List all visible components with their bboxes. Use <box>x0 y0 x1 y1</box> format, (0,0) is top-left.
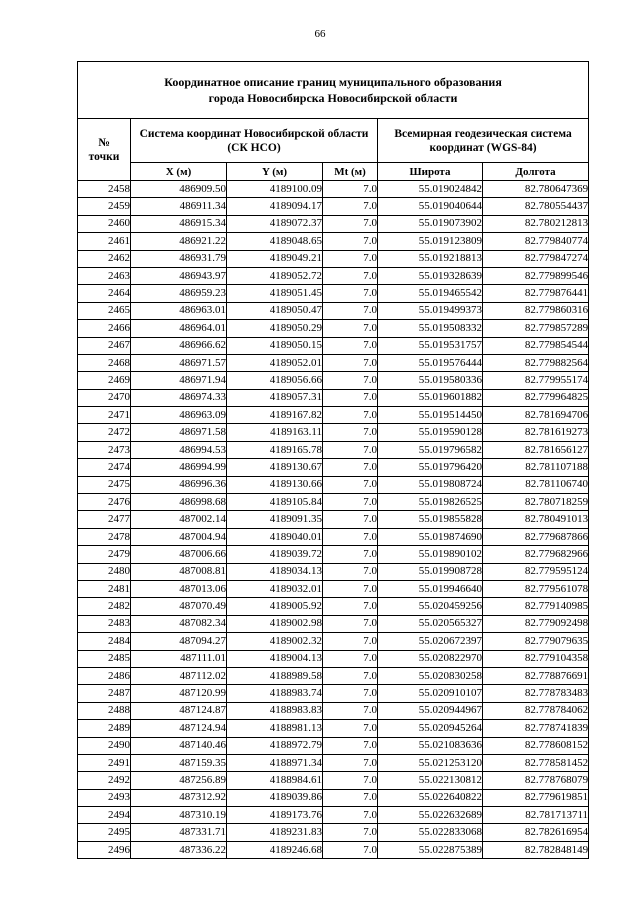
latitude-cell: 55.022833068 <box>378 824 483 841</box>
table-body <box>78 181 589 859</box>
point-number-cell: 2487 <box>78 685 131 702</box>
x-cell: 486963.09 <box>131 407 227 424</box>
latitude-cell: 55.019908728 <box>378 563 483 580</box>
latitude-cell: 55.020944967 <box>378 702 483 719</box>
y-cell: 4189052.01 <box>227 354 323 371</box>
y-cell: 4189072.37 <box>227 215 323 232</box>
table-row <box>78 528 589 545</box>
longitude-cell: 82.781656127 <box>483 441 589 458</box>
point-number-cell: 2492 <box>78 772 131 789</box>
table-row <box>78 667 589 684</box>
table-row <box>78 441 589 458</box>
table-row <box>78 685 589 702</box>
latitude-cell: 55.019040644 <box>378 198 483 215</box>
point-number-cell: 2478 <box>78 528 131 545</box>
longitude-cell: 82.780647369 <box>483 181 589 198</box>
y-cell: 4189100.09 <box>227 181 323 198</box>
x-cell: 486966.62 <box>131 337 227 354</box>
x-cell: 486931.79 <box>131 250 227 267</box>
y-cell: 4189246.68 <box>227 841 323 858</box>
longitude-cell: 82.779140985 <box>483 598 589 615</box>
point-number-cell: 2489 <box>78 720 131 737</box>
point-number-cell: 2463 <box>78 267 131 284</box>
table-row <box>78 650 589 667</box>
latitude-cell: 55.019218813 <box>378 250 483 267</box>
col-longitude-header: Долгота <box>483 163 589 181</box>
x-cell: 486959.23 <box>131 285 227 302</box>
x-cell: 486911.34 <box>131 198 227 215</box>
longitude-cell: 82.779899546 <box>483 267 589 284</box>
mt-cell: 7.0 <box>323 546 378 563</box>
table-row <box>78 754 589 771</box>
table-row <box>78 198 589 215</box>
latitude-cell: 55.019855828 <box>378 511 483 528</box>
mt-cell: 7.0 <box>323 354 378 371</box>
mt-cell: 7.0 <box>323 528 378 545</box>
local-system-header: Система координат Новосибирской области (СК НСО) <box>131 119 378 163</box>
table-row <box>78 407 589 424</box>
mt-cell: 7.0 <box>323 320 378 337</box>
latitude-cell: 55.019601882 <box>378 389 483 406</box>
x-cell: 486994.53 <box>131 441 227 458</box>
latitude-cell: 55.022130812 <box>378 772 483 789</box>
point-number-cell: 2496 <box>78 841 131 858</box>
col-x-header: X (м) <box>131 163 227 181</box>
table-title-line-2: города Новосибирска Новосибирской области <box>208 91 458 105</box>
y-cell: 4189105.84 <box>227 494 323 511</box>
x-cell: 486971.58 <box>131 424 227 441</box>
table-row <box>78 302 589 319</box>
mt-cell: 7.0 <box>323 563 378 580</box>
x-cell: 486909.50 <box>131 181 227 198</box>
mt-cell: 7.0 <box>323 702 378 719</box>
y-cell: 4188983.74 <box>227 685 323 702</box>
latitude-cell: 55.019808724 <box>378 476 483 493</box>
x-cell: 487336.22 <box>131 841 227 858</box>
point-number-cell: 2494 <box>78 807 131 824</box>
x-cell: 487120.99 <box>131 685 227 702</box>
x-cell: 486971.94 <box>131 372 227 389</box>
point-number-cell: 2481 <box>78 580 131 597</box>
y-cell: 4189094.17 <box>227 198 323 215</box>
mt-cell: 7.0 <box>323 476 378 493</box>
y-cell: 4189050.29 <box>227 320 323 337</box>
longitude-cell: 82.779561078 <box>483 580 589 597</box>
y-cell: 4189005.92 <box>227 598 323 615</box>
point-number-cell: 2490 <box>78 737 131 754</box>
point-number-cell: 2470 <box>78 389 131 406</box>
y-cell: 4189039.86 <box>227 789 323 806</box>
table-row <box>78 511 589 528</box>
y-cell: 4189130.67 <box>227 459 323 476</box>
latitude-cell: 55.019531757 <box>378 337 483 354</box>
y-cell: 4189231.83 <box>227 824 323 841</box>
latitude-cell: 55.019874690 <box>378 528 483 545</box>
table-row <box>78 424 589 441</box>
point-number-cell: 2473 <box>78 441 131 458</box>
longitude-cell: 82.778741839 <box>483 720 589 737</box>
latitude-cell: 55.020945264 <box>378 720 483 737</box>
mt-cell: 7.0 <box>323 667 378 684</box>
latitude-cell: 55.019890102 <box>378 546 483 563</box>
longitude-cell: 82.782848149 <box>483 841 589 858</box>
table-row <box>78 372 589 389</box>
y-cell: 4189050.15 <box>227 337 323 354</box>
x-cell: 487112.02 <box>131 667 227 684</box>
mt-cell: 7.0 <box>323 685 378 702</box>
mt-cell: 7.0 <box>323 807 378 824</box>
point-number-cell: 2472 <box>78 424 131 441</box>
point-number-cell: 2466 <box>78 320 131 337</box>
x-cell: 487004.94 <box>131 528 227 545</box>
table-row <box>78 598 589 615</box>
y-cell: 4189052.72 <box>227 267 323 284</box>
table-row <box>78 181 589 198</box>
longitude-cell: 82.779682966 <box>483 546 589 563</box>
latitude-cell: 55.022640822 <box>378 789 483 806</box>
latitude-cell: 55.019073902 <box>378 215 483 232</box>
longitude-cell: 82.778581452 <box>483 754 589 771</box>
table-row <box>78 459 589 476</box>
latitude-cell: 55.022632689 <box>378 807 483 824</box>
y-cell: 4189050.47 <box>227 302 323 319</box>
table-row <box>78 789 589 806</box>
mt-cell: 7.0 <box>323 841 378 858</box>
point-number-cell: 2464 <box>78 285 131 302</box>
x-cell: 486996.36 <box>131 476 227 493</box>
longitude-cell: 82.779955174 <box>483 372 589 389</box>
mt-cell: 7.0 <box>323 215 378 232</box>
mt-cell: 7.0 <box>323 372 378 389</box>
y-cell: 4188972.79 <box>227 737 323 754</box>
latitude-cell: 55.020672397 <box>378 633 483 650</box>
table-row <box>78 633 589 650</box>
point-number-cell: 2465 <box>78 302 131 319</box>
y-cell: 4189130.66 <box>227 476 323 493</box>
point-number-header <box>78 119 131 181</box>
mt-cell: 7.0 <box>323 407 378 424</box>
mt-cell: 7.0 <box>323 824 378 841</box>
longitude-cell: 82.779092498 <box>483 615 589 632</box>
table-row <box>78 494 589 511</box>
x-cell: 487312.92 <box>131 789 227 806</box>
x-cell: 487111.01 <box>131 650 227 667</box>
y-cell: 4189165.78 <box>227 441 323 458</box>
point-number-cell: 2493 <box>78 789 131 806</box>
point-number-header-line-2: точки <box>88 150 120 163</box>
latitude-cell: 55.020459256 <box>378 598 483 615</box>
table-row <box>78 580 589 597</box>
mt-cell: 7.0 <box>323 633 378 650</box>
longitude-cell: 82.780718259 <box>483 494 589 511</box>
latitude-cell: 55.019123809 <box>378 233 483 250</box>
longitude-cell: 82.778784062 <box>483 702 589 719</box>
x-cell: 487008.81 <box>131 563 227 580</box>
table-row <box>78 841 589 858</box>
mt-cell: 7.0 <box>323 494 378 511</box>
mt-cell: 7.0 <box>323 580 378 597</box>
x-cell: 486964.01 <box>131 320 227 337</box>
latitude-cell: 55.019576444 <box>378 354 483 371</box>
mt-cell: 7.0 <box>323 737 378 754</box>
y-cell: 4188981.13 <box>227 720 323 737</box>
boundary-coordinates-table <box>77 61 589 859</box>
x-cell: 486943.97 <box>131 267 227 284</box>
longitude-cell: 82.779876441 <box>483 285 589 302</box>
y-cell: 4188971.34 <box>227 754 323 771</box>
point-number-cell: 2471 <box>78 407 131 424</box>
table-row <box>78 389 589 406</box>
table-row <box>78 320 589 337</box>
mt-cell: 7.0 <box>323 772 378 789</box>
longitude-cell: 82.778608152 <box>483 737 589 754</box>
mt-cell: 7.0 <box>323 337 378 354</box>
x-cell: 486963.01 <box>131 302 227 319</box>
y-cell: 4189034.13 <box>227 563 323 580</box>
table-row <box>78 354 589 371</box>
mt-cell: 7.0 <box>323 285 378 302</box>
longitude-cell: 82.782616954 <box>483 824 589 841</box>
point-number-cell: 2485 <box>78 650 131 667</box>
latitude-cell: 55.019465542 <box>378 285 483 302</box>
point-number-cell: 2468 <box>78 354 131 371</box>
mt-cell: 7.0 <box>323 598 378 615</box>
table-row <box>78 824 589 841</box>
point-number-cell: 2458 <box>78 181 131 198</box>
y-cell: 4189032.01 <box>227 580 323 597</box>
x-cell: 486994.99 <box>131 459 227 476</box>
mt-cell: 7.0 <box>323 267 378 284</box>
point-number-cell: 2486 <box>78 667 131 684</box>
page-number: 66 <box>314 28 326 40</box>
mt-cell: 7.0 <box>323 198 378 215</box>
col-mt-header: Mt (м) <box>323 163 378 181</box>
y-cell: 4189048.65 <box>227 233 323 250</box>
col-y-header: Y (м) <box>227 163 323 181</box>
longitude-cell: 82.779104358 <box>483 650 589 667</box>
longitude-cell: 82.780212813 <box>483 215 589 232</box>
y-cell: 4189049.21 <box>227 250 323 267</box>
latitude-cell: 55.021253120 <box>378 754 483 771</box>
table-title-line-1: Координатное описание границ муниципального образования <box>164 75 502 89</box>
longitude-cell: 82.779079635 <box>483 633 589 650</box>
latitude-cell: 55.019796582 <box>378 441 483 458</box>
x-cell: 487140.46 <box>131 737 227 754</box>
y-cell: 4188983.83 <box>227 702 323 719</box>
y-cell: 4189002.98 <box>227 615 323 632</box>
mt-cell: 7.0 <box>323 181 378 198</box>
table-row <box>78 615 589 632</box>
y-cell: 4189091.35 <box>227 511 323 528</box>
point-number-header-line-1: № <box>98 136 110 149</box>
latitude-cell: 55.019580336 <box>378 372 483 389</box>
mt-cell: 7.0 <box>323 789 378 806</box>
point-number-cell: 2475 <box>78 476 131 493</box>
latitude-cell: 55.019590128 <box>378 424 483 441</box>
mt-cell: 7.0 <box>323 511 378 528</box>
point-number-cell: 2477 <box>78 511 131 528</box>
y-cell: 4188989.58 <box>227 667 323 684</box>
point-number-cell: 2476 <box>78 494 131 511</box>
x-cell: 487002.14 <box>131 511 227 528</box>
latitude-cell: 55.019514450 <box>378 407 483 424</box>
point-number-cell: 2479 <box>78 546 131 563</box>
longitude-cell: 82.780554437 <box>483 198 589 215</box>
latitude-cell: 55.019826525 <box>378 494 483 511</box>
x-cell: 487256.89 <box>131 772 227 789</box>
latitude-cell: 55.020910107 <box>378 685 483 702</box>
mt-cell: 7.0 <box>323 250 378 267</box>
x-cell: 487013.06 <box>131 580 227 597</box>
x-cell: 486974.33 <box>131 389 227 406</box>
y-cell: 4189002.32 <box>227 633 323 650</box>
x-cell: 487070.49 <box>131 598 227 615</box>
latitude-cell: 55.019946640 <box>378 580 483 597</box>
y-cell: 4189004.13 <box>227 650 323 667</box>
col-latitude-header: Широта <box>378 163 483 181</box>
y-cell: 4189163.11 <box>227 424 323 441</box>
mt-cell: 7.0 <box>323 754 378 771</box>
longitude-cell: 82.779854544 <box>483 337 589 354</box>
table-row <box>78 563 589 580</box>
y-cell: 4189039.72 <box>227 546 323 563</box>
x-cell: 487331.71 <box>131 824 227 841</box>
x-cell: 487006.66 <box>131 546 227 563</box>
longitude-cell: 82.778876691 <box>483 667 589 684</box>
longitude-cell: 82.779847274 <box>483 250 589 267</box>
wgs-system-header: Всемирная геодезическая система координат (WGS-84) <box>378 119 589 163</box>
longitude-cell: 82.779964825 <box>483 389 589 406</box>
y-cell: 4189173.76 <box>227 807 323 824</box>
table-row <box>78 737 589 754</box>
point-number-cell: 2488 <box>78 702 131 719</box>
table-row <box>78 772 589 789</box>
latitude-cell: 55.019328639 <box>378 267 483 284</box>
longitude-cell: 82.779857289 <box>483 320 589 337</box>
longitude-cell: 82.781107188 <box>483 459 589 476</box>
point-number-cell: 2460 <box>78 215 131 232</box>
x-cell: 487124.94 <box>131 720 227 737</box>
point-number-cell: 2461 <box>78 233 131 250</box>
latitude-cell: 55.020565327 <box>378 615 483 632</box>
longitude-cell: 82.778768079 <box>483 772 589 789</box>
mt-cell: 7.0 <box>323 459 378 476</box>
mt-cell: 7.0 <box>323 650 378 667</box>
y-cell: 4189040.01 <box>227 528 323 545</box>
longitude-cell: 82.781619273 <box>483 424 589 441</box>
point-number-cell: 2467 <box>78 337 131 354</box>
longitude-cell: 82.779595124 <box>483 563 589 580</box>
table-row <box>78 285 589 302</box>
longitude-cell: 82.779860316 <box>483 302 589 319</box>
x-cell: 487310.19 <box>131 807 227 824</box>
latitude-cell: 55.019499373 <box>378 302 483 319</box>
longitude-cell: 82.781713711 <box>483 807 589 824</box>
longitude-cell: 82.781694706 <box>483 407 589 424</box>
x-cell: 487159.35 <box>131 754 227 771</box>
y-cell: 4189056.66 <box>227 372 323 389</box>
longitude-cell: 82.779882564 <box>483 354 589 371</box>
point-number-cell: 2469 <box>78 372 131 389</box>
point-number-cell: 2483 <box>78 615 131 632</box>
longitude-cell: 82.779840774 <box>483 233 589 250</box>
point-number-cell: 2459 <box>78 198 131 215</box>
mt-cell: 7.0 <box>323 615 378 632</box>
table-row <box>78 476 589 493</box>
point-number-cell: 2491 <box>78 754 131 771</box>
point-number-cell: 2462 <box>78 250 131 267</box>
longitude-cell: 82.781106740 <box>483 476 589 493</box>
table-row <box>78 233 589 250</box>
latitude-cell: 55.020822970 <box>378 650 483 667</box>
table-title <box>78 62 589 119</box>
table-row <box>78 546 589 563</box>
mt-cell: 7.0 <box>323 720 378 737</box>
y-cell: 4189167.82 <box>227 407 323 424</box>
longitude-cell: 82.779687866 <box>483 528 589 545</box>
longitude-cell: 82.779619851 <box>483 789 589 806</box>
table-row <box>78 250 589 267</box>
table-row <box>78 267 589 284</box>
point-number-cell: 2484 <box>78 633 131 650</box>
y-cell: 4188984.61 <box>227 772 323 789</box>
mt-cell: 7.0 <box>323 233 378 250</box>
longitude-cell: 82.780491013 <box>483 511 589 528</box>
x-cell: 487082.34 <box>131 615 227 632</box>
table-row <box>78 720 589 737</box>
table-row <box>78 337 589 354</box>
x-cell: 486921.22 <box>131 233 227 250</box>
latitude-cell: 55.021083636 <box>378 737 483 754</box>
y-cell: 4189057.31 <box>227 389 323 406</box>
y-cell: 4189051.45 <box>227 285 323 302</box>
latitude-cell: 55.022875389 <box>378 841 483 858</box>
table-row <box>78 807 589 824</box>
mt-cell: 7.0 <box>323 424 378 441</box>
longitude-cell: 82.778783483 <box>483 685 589 702</box>
point-number-cell: 2474 <box>78 459 131 476</box>
x-cell: 486998.68 <box>131 494 227 511</box>
x-cell: 487124.87 <box>131 702 227 719</box>
point-number-cell: 2480 <box>78 563 131 580</box>
x-cell: 486915.34 <box>131 215 227 232</box>
point-number-cell: 2495 <box>78 824 131 841</box>
point-number-cell: 2482 <box>78 598 131 615</box>
mt-cell: 7.0 <box>323 441 378 458</box>
mt-cell: 7.0 <box>323 389 378 406</box>
x-cell: 486971.57 <box>131 354 227 371</box>
table-row <box>78 215 589 232</box>
latitude-cell: 55.019508332 <box>378 320 483 337</box>
latitude-cell: 55.019024842 <box>378 181 483 198</box>
latitude-cell: 55.020830258 <box>378 667 483 684</box>
latitude-cell: 55.019796420 <box>378 459 483 476</box>
x-cell: 487094.27 <box>131 633 227 650</box>
mt-cell: 7.0 <box>323 302 378 319</box>
table-row <box>78 702 589 719</box>
